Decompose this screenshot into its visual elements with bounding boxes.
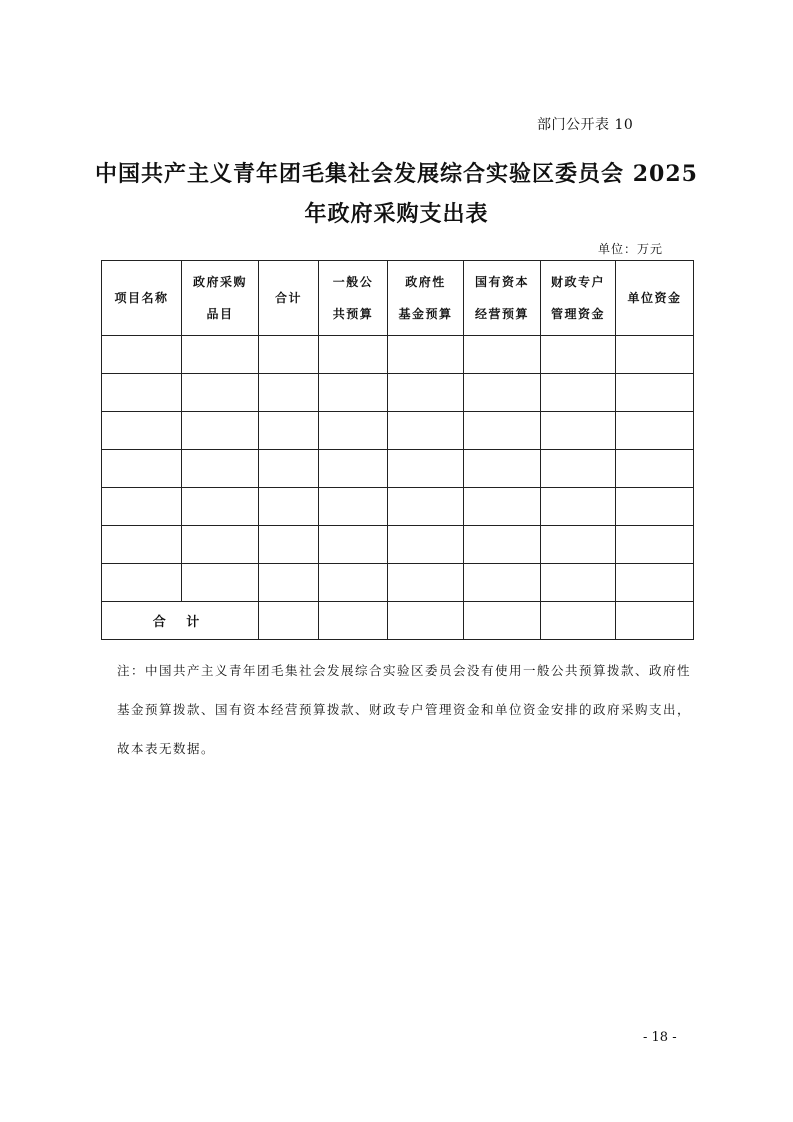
table-cell — [102, 526, 182, 564]
table-cell — [388, 450, 464, 488]
table-cell — [259, 374, 319, 412]
table-cell — [464, 450, 541, 488]
total-label: 合 计 — [102, 602, 259, 640]
table-cell — [319, 488, 388, 526]
table-cell — [388, 602, 464, 640]
table-cell — [319, 412, 388, 450]
table-cell — [102, 488, 182, 526]
table-cell — [541, 336, 616, 374]
table-cell — [182, 412, 259, 450]
table-cell — [541, 526, 616, 564]
table-cell — [616, 602, 694, 640]
page-title — [60, 154, 733, 234]
table-cell — [541, 412, 616, 450]
table-cell — [541, 488, 616, 526]
table-cell — [259, 412, 319, 450]
table-cell — [388, 336, 464, 374]
table-cell — [464, 602, 541, 640]
table-cell — [616, 526, 694, 564]
table-cell — [616, 412, 694, 450]
header-procurement-item: 政府采购 品目 — [182, 261, 259, 336]
table-row — [102, 374, 694, 412]
title-line-2: 年政府采购支出表 — [304, 201, 489, 227]
header-unit-funds: 单位资金 — [616, 261, 694, 336]
header-total: 合计 — [259, 261, 319, 336]
table-cell — [102, 374, 182, 412]
table-cell — [464, 412, 541, 450]
table-cell — [464, 336, 541, 374]
table-cell — [259, 602, 319, 640]
table-cell — [616, 336, 694, 374]
table-cell — [102, 450, 182, 488]
table-cell — [388, 564, 464, 602]
table-cell — [464, 564, 541, 602]
table-cell — [102, 336, 182, 374]
table-row — [102, 564, 694, 602]
table-cell — [464, 374, 541, 412]
table-cell — [182, 374, 259, 412]
table-row — [102, 488, 694, 526]
table-note: 注：中国共产主义青年团毛集社会发展综合实验区委员会没有使用一般公共预算拨款、政府性基金预算拨款、国有资本经营预算拨款、财政专户管理资金和单位资金安排的政府采购支出，故本表无数据。 — [117, 663, 692, 756]
table-cell — [541, 374, 616, 412]
table-row — [102, 412, 694, 450]
table-cell — [388, 526, 464, 564]
table-cell — [616, 374, 694, 412]
table-cell — [388, 412, 464, 450]
table-cell — [319, 564, 388, 602]
table-cell — [388, 488, 464, 526]
table-row — [102, 450, 694, 488]
table-cell — [616, 450, 694, 488]
table-cell — [464, 526, 541, 564]
table-cell — [182, 526, 259, 564]
page-number: - 18 - — [643, 1030, 677, 1045]
unit-label: 单位：万元 — [598, 242, 664, 256]
header-fund-budget: 政府性 基金预算 — [388, 261, 464, 336]
table-cell — [182, 450, 259, 488]
table-cell — [259, 564, 319, 602]
table-cell — [102, 412, 182, 450]
table-cell — [541, 564, 616, 602]
table-header-row — [102, 261, 694, 336]
title-line-1: 中国共产主义青年团毛集社会发展综合实验区委员会 2025 — [95, 161, 698, 187]
table-cell — [182, 564, 259, 602]
table-cell — [616, 564, 694, 602]
document-label: 部门公开表 10 — [537, 117, 634, 133]
table-row — [102, 336, 694, 374]
table-cell — [388, 374, 464, 412]
header-state-capital-budget: 国有资本 经营预算 — [464, 261, 541, 336]
table-total-row — [102, 602, 694, 640]
table-cell — [182, 336, 259, 374]
table-cell — [259, 488, 319, 526]
table-cell — [259, 450, 319, 488]
table-cell — [319, 526, 388, 564]
table-row — [102, 526, 694, 564]
procurement-table — [101, 260, 694, 640]
header-special-account-funds: 财政专户 管理资金 — [541, 261, 616, 336]
table-cell — [319, 374, 388, 412]
header-general-budget: 一般公 共预算 — [319, 261, 388, 336]
table-cell — [541, 602, 616, 640]
table-cell — [102, 564, 182, 602]
table-cell — [616, 488, 694, 526]
table-cell — [319, 450, 388, 488]
table-cell — [182, 488, 259, 526]
table-cell — [259, 336, 319, 374]
header-project-name: 项目名称 — [102, 261, 182, 336]
table-cell — [319, 602, 388, 640]
table-cell — [259, 526, 319, 564]
table-cell — [319, 336, 388, 374]
table-cell — [541, 450, 616, 488]
table-cell — [464, 488, 541, 526]
